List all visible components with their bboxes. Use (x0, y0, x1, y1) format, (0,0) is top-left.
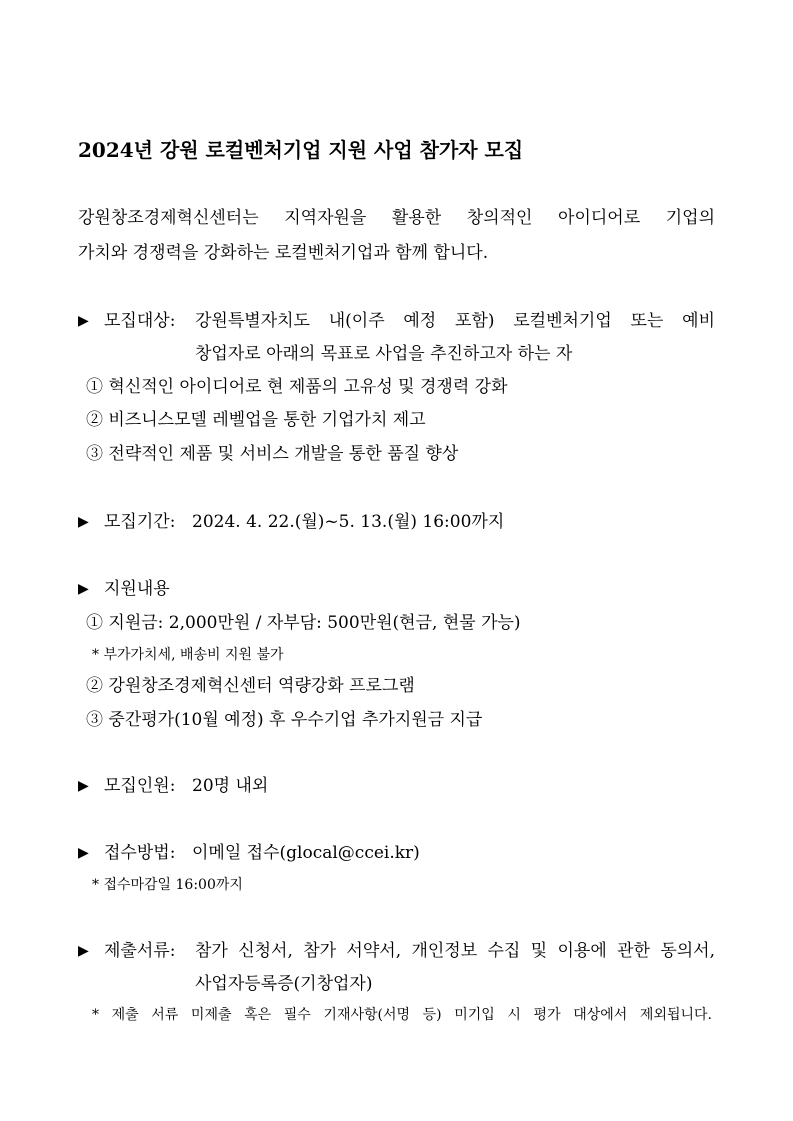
page-title: 2024년 강원 로컬벤처기업 지원 사업 참가자 모집 (78, 138, 524, 162)
support-item-2: ② 강원창조경제혁신센터 역량강화 프로그램 (86, 676, 415, 696)
support-note-1: * 부가가치세, 배송비 지원 불가 (92, 647, 284, 663)
target-item-2: ② 비즈니스모델 레벨업을 통한 기업가치 제고 (86, 410, 426, 430)
headcount-text: 20명 내외 (192, 776, 269, 796)
support-item-3: ③ 중간평가(10월 예정) 후 우수기업 추가지원금 지급 (86, 710, 483, 730)
headcount-bullet-icon: ▶ (78, 778, 89, 794)
target-bullet-icon: ▶ (78, 313, 89, 329)
target-text-2: 창업자로 아래의 목표로 사업을 추진하고자 하는 자 (195, 344, 573, 364)
period-label: 모집기간: (104, 512, 176, 532)
documents-label: 제출서류: (104, 941, 176, 961)
documents-bullet-icon: ▶ (78, 943, 89, 959)
target-item-1: ① 혁신적인 아이디어로 현 제품의 고유성 및 경쟁력 강화 (86, 377, 508, 397)
apply-bullet-icon: ▶ (78, 845, 89, 861)
documents-text-1: 참가 신청서, 참가 서약서, 개인정보 수집 및 이용에 관한 동의서, (195, 941, 715, 961)
period-bullet-icon: ▶ (78, 514, 89, 530)
target-item-3: ③ 전략적인 제품 및 서비스 개발을 통한 품질 향상 (86, 444, 459, 464)
headcount-label: 모집인원: (104, 776, 176, 796)
support-bullet-icon: ▶ (78, 581, 89, 597)
support-item-1: ① 지원금: 2,000만원 / 자부담: 500만원(현금, 현물 가능) (86, 613, 521, 633)
intro-line-2: 가치와 경쟁력을 강화하는 로컬벤처기업과 함께 합니다. (78, 243, 489, 263)
documents-text-2: 사업자등록증(기창업자) (195, 974, 373, 994)
intro-line-1: 강원창조경제혁신센터는 지역자원을 활용한 창의적인 아이디어로 기업의 (78, 208, 715, 228)
apply-text: 이메일 접수(glocal@ccei.kr) (192, 843, 420, 863)
apply-note: * 접수마감일 16:00까지 (92, 877, 243, 893)
target-text-1: 강원특별자치도 내(이주 예정 포함) 로컬벤처기업 또는 예비 (195, 311, 715, 331)
apply-label: 접수방법: (104, 843, 176, 863)
support-label: 지원내용 (104, 579, 170, 599)
documents-note: * 제출 서류 미제출 혹은 필수 기재사항(서명 등) 미기입 시 평가 대상에서 제외됩니다. (92, 1007, 712, 1023)
period-text: 2024. 4. 22.(월)~5. 13.(월) 16:00까지 (192, 512, 505, 532)
target-label: 모집대상: (104, 311, 176, 331)
